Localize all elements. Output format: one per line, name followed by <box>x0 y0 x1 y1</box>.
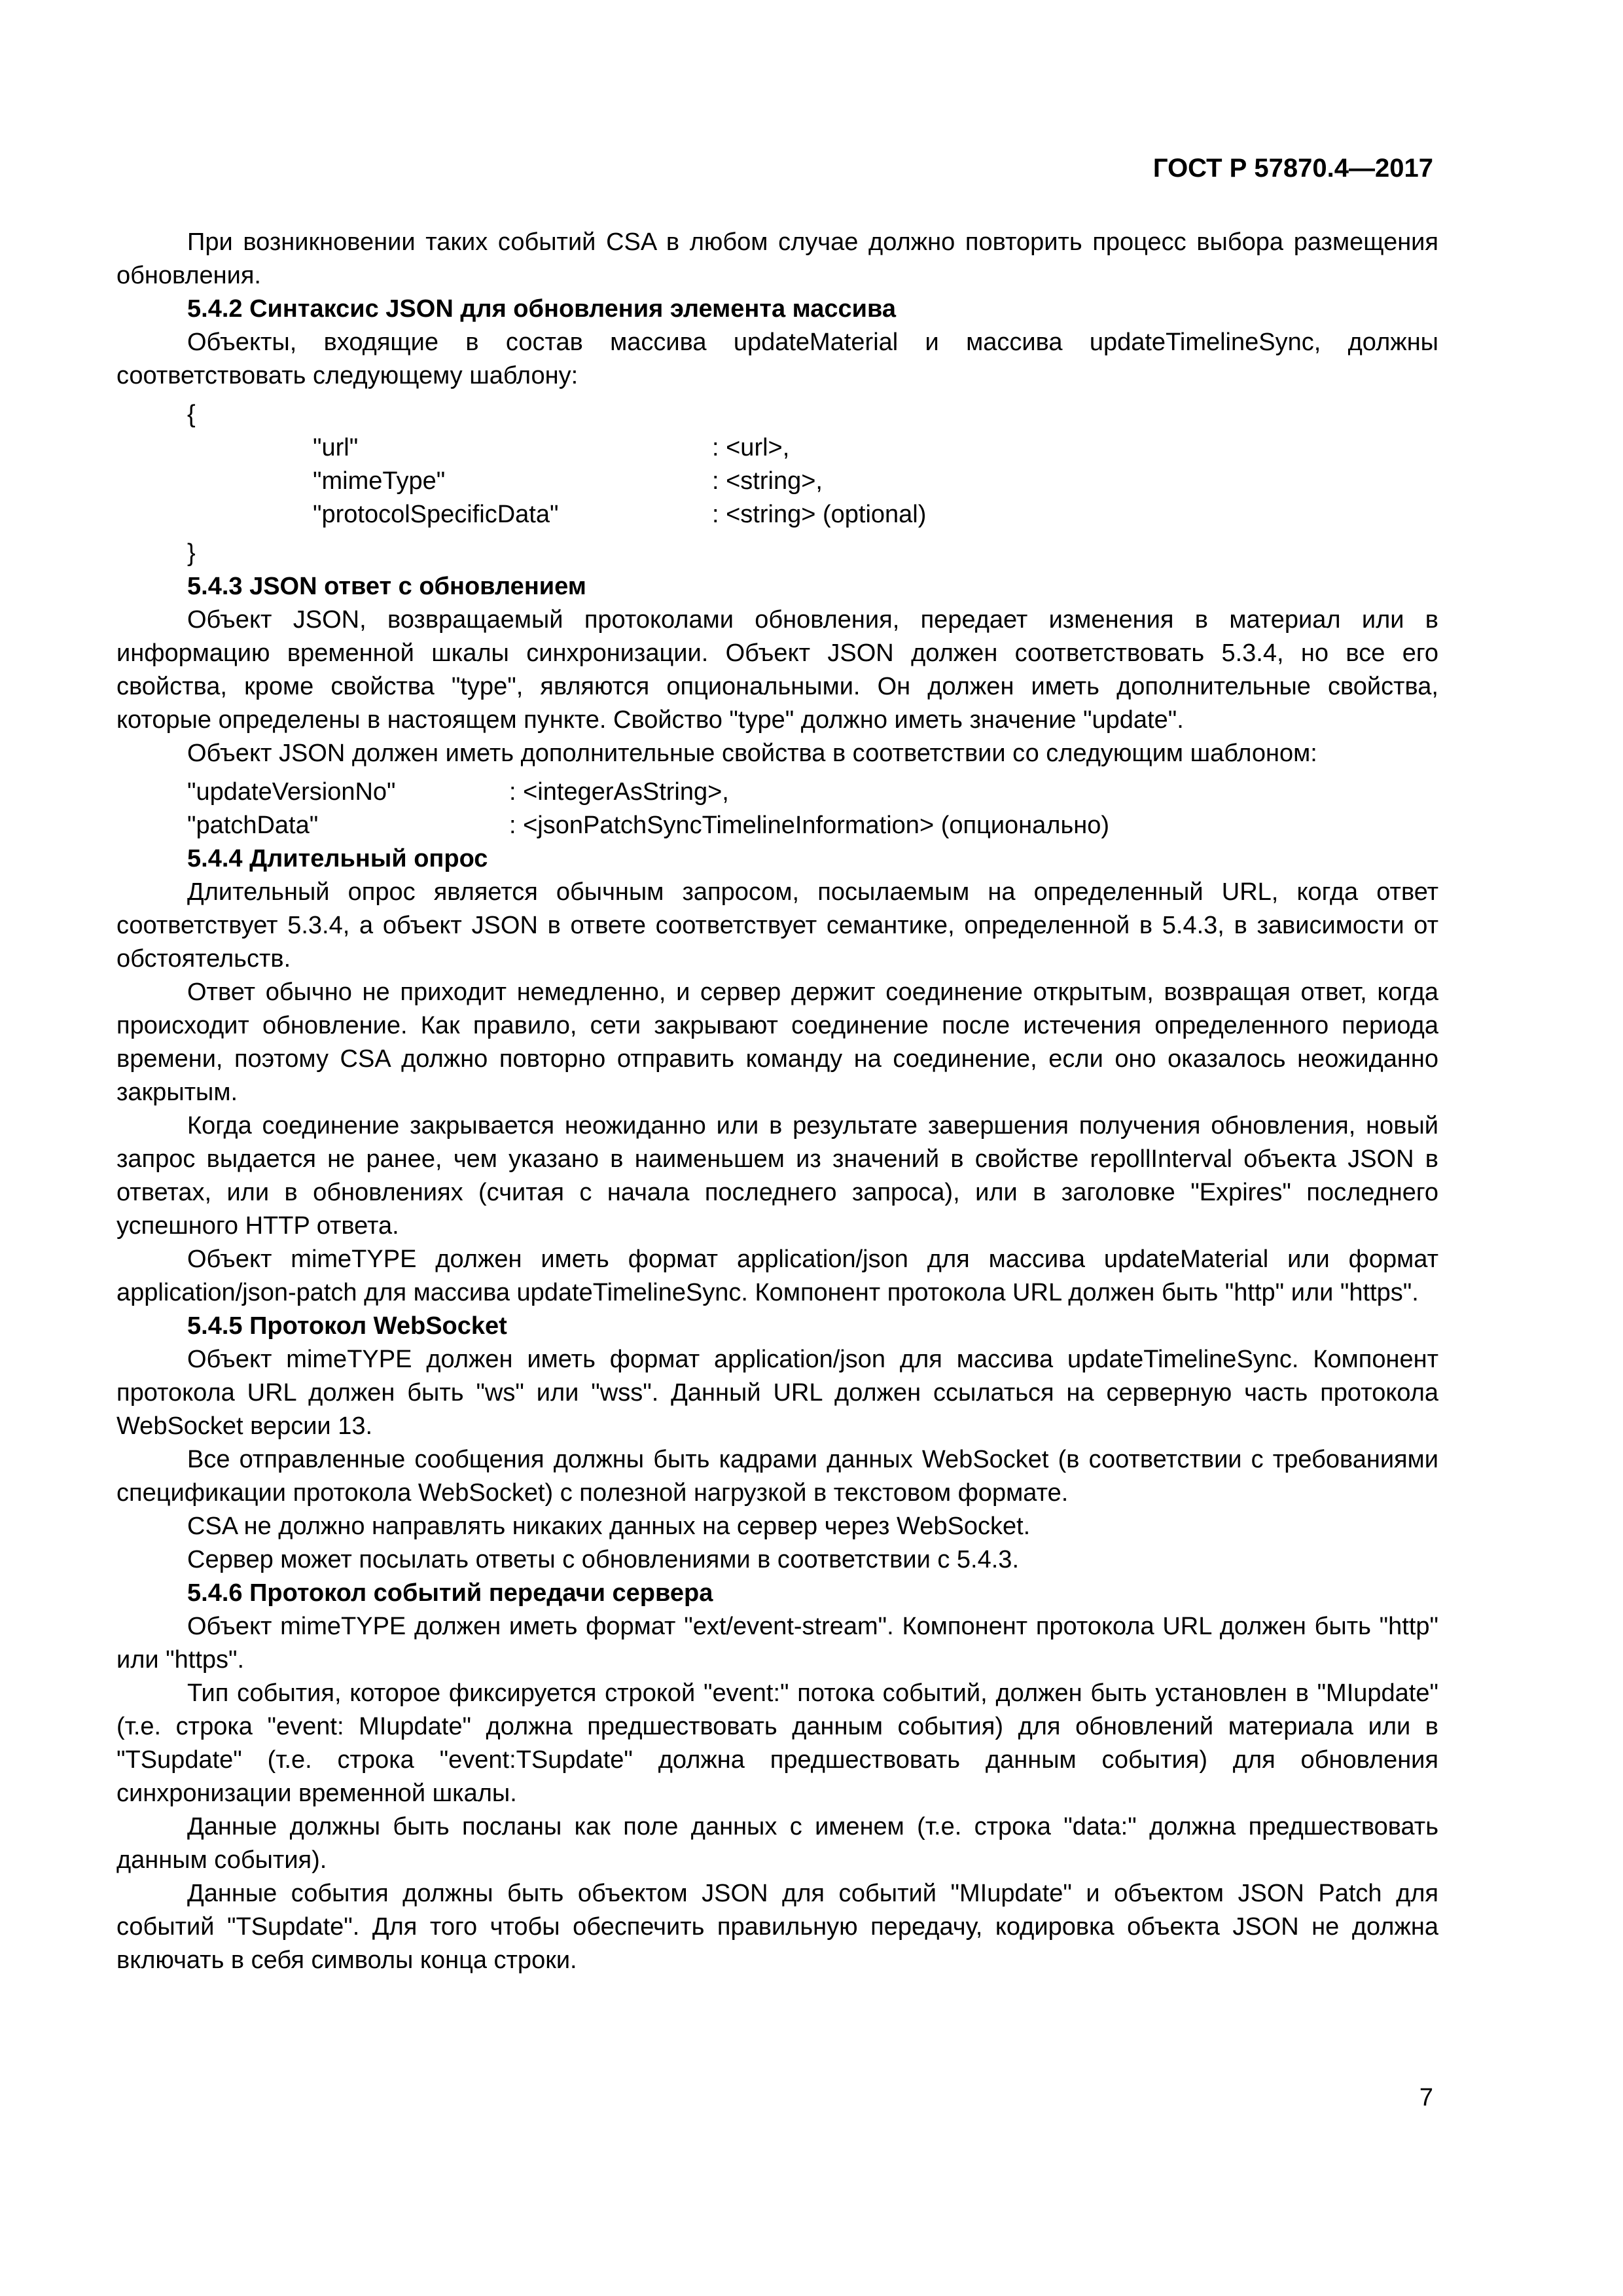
section-5-4-6-paragraph-2: Тип события, которое фиксируется строкой "event:" потока событий, должен быть установлен в "MIupdate" (т.е. строка "event: MIupdate" должна предшествовать данным события) для обновлений материала или в "TSupdate" (т.е. строка "event:TSupdate" должна предшествовать данным события) для обновления синхронизации временной шкалы. <box>116 1679 1438 1807</box>
section-5-4-5-paragraph-2: Все отправленные сообщения должны быть кадрами данных WebSocket (в соответствии с требованиями спецификации протокола WebSocket) с полезной нагрузкой в текстовом формате. <box>116 1446 1438 1507</box>
section-5-4-6-paragraph-3: Данные должны быть посланы как поле данных с именем (т.е. строка "data:" должна предшествовать данным события). <box>116 1813 1438 1874</box>
standard-header: ГОСТ Р 57870.4—2017 <box>1152 154 1433 183</box>
template-key: "protocolSpecificData" <box>313 501 559 528</box>
section-5-4-5-paragraph-1: Объект mimeTYPE должен иметь формат application/json для массива updateTimelineSync. Компонент протокола URL должен быть "ws" или "wss". Данный URL должен ссылаться на серверную часть протокола WebSocket версии 13. <box>116 1346 1438 1440</box>
property-value: : <jsonPatchSyncTimelineInformation> (опционально) <box>509 812 1110 839</box>
template-value: : <string> (optional) <box>712 501 927 528</box>
section-5-4-3-paragraph-2: Объект JSON должен иметь дополнительные свойства в соответствии со следующим шаблоном: <box>187 740 1317 767</box>
section-5-4-5-paragraph-3: CSA не должно направлять никаких данных на сервер через WebSocket. <box>187 1513 1031 1540</box>
page-number: 7 <box>1419 2084 1433 2111</box>
section-5-4-3-title: 5.4.3 JSON ответ с обновлением <box>187 573 586 600</box>
section-5-4-4-title: 5.4.4 Длительный опрос <box>187 845 488 872</box>
section-5-4-4-paragraph-2: Ответ обычно не приходит немедленно, и сервер держит соединение открытым, возвращая ответ, когда происходит обновление. Как правило, сети закрывают соединение после истечения определенного периода времени, поэтому CSA должно повторно отправить команду на соединение, если оно оказалось неожиданно закрытым. <box>116 978 1438 1106</box>
page-content <box>116 226 1438 1977</box>
property-row-patch-data <box>116 809 1438 842</box>
section-5-4-6-title: 5.4.6 Протокол событий передачи сервера <box>187 1579 713 1607</box>
intro-paragraph: При возникновении таких событий CSA в любом случае должно повторить процесс выбора размещения обновления. <box>116 228 1438 289</box>
template-row-mimetype <box>116 465 1438 498</box>
section-5-4-6-paragraph-1: Объект mimeTYPE должен иметь формат "ext/event-stream". Компонент протокола URL должен быть "http" или "https". <box>116 1613 1438 1674</box>
section-5-4-4-paragraph-1: Длительный опрос является обычным запросом, посылаемым на определенный URL, когда ответ соответствует 5.3.4, а объект JSON в ответе соответствует семантике, определенной в 5.4.3, в зависимости от обстоятельств. <box>116 878 1438 973</box>
property-row-update-version <box>116 776 1438 809</box>
section-5-4-2-title: 5.4.2 Синтаксис JSON для обновления элемента массива <box>187 295 896 323</box>
template-row-protocol-specific-data <box>116 498 1438 531</box>
section-5-4-3-paragraph-1: Объект JSON, возвращаемый протоколами обновления, передает изменения в материал или в информацию временной шкалы синхронизации. Объект JSON должен соответствовать 5.3.4, но все его свойства, кроме свойства "type", являются опциональными. Он должен иметь дополнительные свойства, которые определены в настоящем пункте. Свойство "type" должно иметь значение "update". <box>116 606 1438 734</box>
section-5-4-5-paragraph-4: Сервер может посылать ответы с обновлениями в соответствии с 5.4.3. <box>187 1546 1019 1573</box>
template-value: : <string>, <box>712 467 823 495</box>
section-5-4-4-paragraph-3: Когда соединение закрывается неожиданно или в результате завершения получения обновления, новый запрос выдается не ранее, чем указано в наименьшем из значений в свойстве repollInterval объекта JSON в ответах, или в обновлениях (считая с начала последнего запроса), или в заголовке "Expires" последнего успешного HTTP ответа. <box>116 1112 1438 1240</box>
section-5-4-2-paragraph: Объекты, входящие в состав массива updateMaterial и массива updateTimelineSync, должны соответствовать следующему шаблону: <box>116 329 1438 389</box>
section-5-4-6-paragraph-4: Данные события должны быть объектом JSON для событий "MIupdate" и объектом JSON Patch для событий "TSupdate". Для того чтобы обеспечить правильную передачу, кодировка объекта JSON не должна включать в себя символы конца строки. <box>116 1880 1438 1974</box>
template-value: : <url>, <box>712 434 790 461</box>
property-value: : <integerAsString>, <box>509 778 729 806</box>
template-row-url <box>116 431 1438 465</box>
close-brace: } <box>187 539 196 567</box>
property-key: "updateVersionNo" <box>187 778 396 806</box>
template-key: "mimeType" <box>313 467 446 495</box>
template-key: "url" <box>313 434 359 461</box>
section-5-4-5-title: 5.4.5 Протокол WebSocket <box>187 1312 507 1340</box>
open-brace: { <box>187 401 196 428</box>
property-key: "patchData" <box>187 812 319 839</box>
section-5-4-4-paragraph-4: Объект mimeTYPE должен иметь формат application/json для массива updateMaterial или формат application/json-patch для массива updateTimelineSync. Компонент протокола URL должен быть "http" или "https". <box>116 1246 1438 1306</box>
